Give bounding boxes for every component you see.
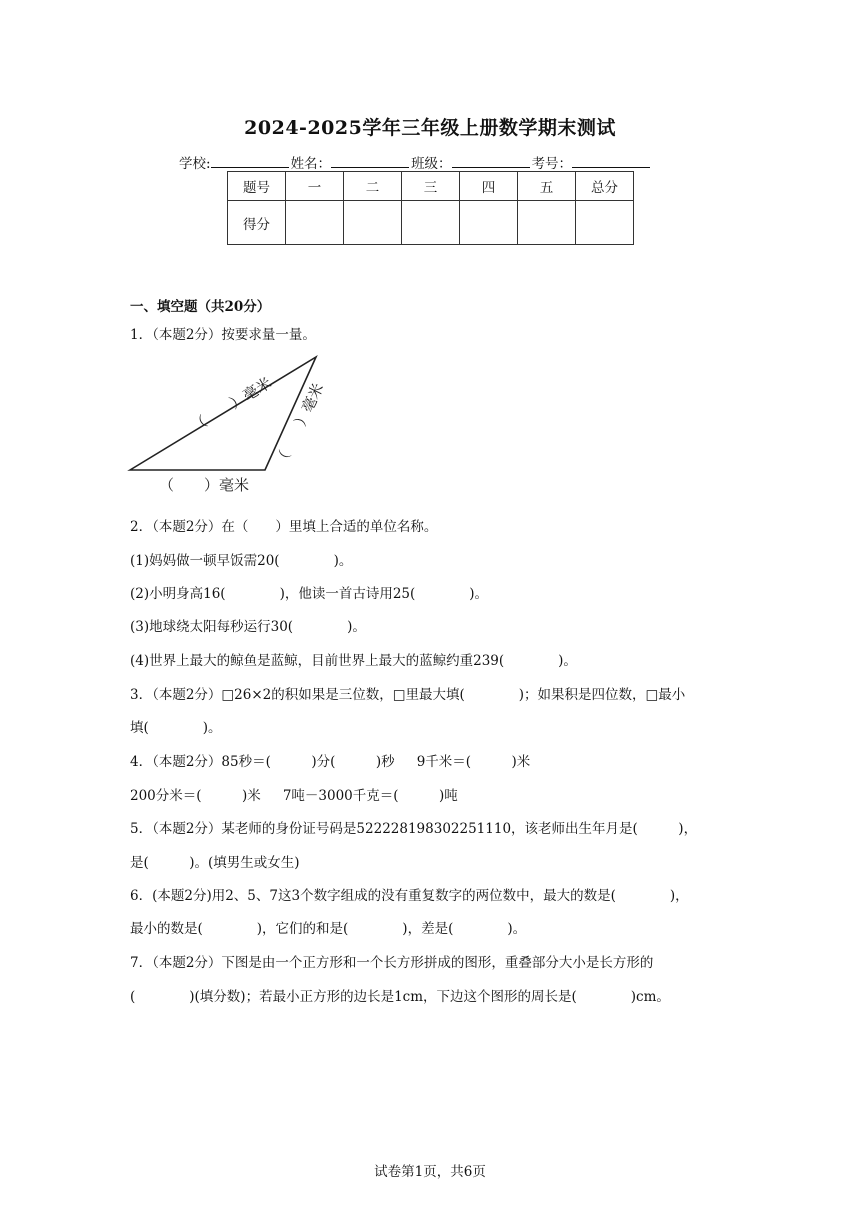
- score-cell-5[interactable]: [518, 201, 576, 245]
- score-cell-4[interactable]: [460, 201, 518, 245]
- question-2-part-4: (4)世界上最大的鲸鱼是蓝鲸，目前世界上最大的蓝鲸约重239( )。: [130, 653, 577, 669]
- question-2-part-2: (2)小明身高16( )，他读一首古诗用25( )。: [130, 586, 489, 602]
- question-4-part-b: 9千米＝( )米: [416, 754, 531, 770]
- question-6-line-1: 6．(本题2分)用2、5、7这3个数字组成的没有重复数字的两位数中，最大的数是( )，: [130, 888, 689, 904]
- score-table-header-row: [228, 172, 634, 201]
- question-4-line-1: [130, 750, 530, 770]
- question-7-line-2: ( )(填分数)；若最小正方形的边长是1cm，下边这个图形的周长是( )cm。: [130, 989, 670, 1005]
- header-cell-total: 总分: [576, 172, 634, 201]
- question-2-stem: 2．（本题2分）在（ ）里填上合适的单位名称。: [130, 519, 438, 535]
- class-label: 班级：: [411, 156, 452, 172]
- question-5-line-1: 5．（本题2分）某老师的身份证号码是522228198302251110，该老师出生年月是( )，: [130, 821, 698, 837]
- question-4-part-d: 7吨－3000千克＝( )吨: [282, 788, 458, 804]
- student-info-line: [179, 152, 652, 172]
- score-cell-1[interactable]: [286, 201, 344, 245]
- school-label: 学校:: [179, 156, 211, 172]
- triangle-figure: [124, 352, 344, 502]
- header-cell-3: 三: [402, 172, 460, 201]
- header-cell-2: 二: [344, 172, 402, 201]
- score-cell-total[interactable]: [576, 201, 634, 245]
- bottom-side-label: （ ）毫米: [158, 476, 250, 494]
- question-3-line-1: 3．（本题2分）□26×2的积如果是三位数，□里最大填( )；如果积是四位数，□最小: [130, 687, 686, 703]
- question-1: 1．（本题2分）按要求量一量。: [130, 327, 316, 343]
- score-cell-2[interactable]: [344, 201, 402, 245]
- score-row-label: 得分: [228, 201, 286, 245]
- question-2-part-1: (1)妈妈做一顿早饭需20( )。: [130, 553, 353, 569]
- header-cell-1: 一: [286, 172, 344, 201]
- section-heading: 一、填空题（共20分）: [130, 299, 271, 315]
- score-table-score-row: [228, 201, 634, 245]
- left-side-label: （ ）毫米: [188, 373, 275, 436]
- class-field[interactable]: [452, 155, 530, 168]
- header-cell-4: 四: [460, 172, 518, 201]
- right-side-label: （ ）毫米: [271, 380, 328, 470]
- question-4-part-c: 200分米＝( )米: [130, 788, 261, 804]
- score-cell-3[interactable]: [402, 201, 460, 245]
- name-label: 姓名：: [290, 156, 332, 172]
- score-table: [227, 171, 634, 245]
- page-footer: 试卷第1页，共6页: [374, 1164, 486, 1180]
- header-cell-5: 五: [518, 172, 576, 201]
- header-cell-question: 题号: [228, 172, 286, 201]
- name-field[interactable]: [331, 155, 409, 168]
- question-4-part-a: 4．（本题2分）85秒＝( )分( )秒: [130, 754, 395, 770]
- question-3-line-2: 填( )。: [130, 720, 222, 736]
- question-5-line-2: 是( )。(填男生或女生): [130, 855, 300, 871]
- question-2-part-3: (3)地球绕太阳每秒运行30( )。: [130, 619, 366, 635]
- exam-no-field[interactable]: [572, 155, 650, 168]
- exam-no-label: 考号：: [531, 156, 573, 172]
- school-field[interactable]: [211, 155, 289, 168]
- question-4-line-2: [130, 784, 458, 804]
- question-6-line-2: 最小的数是( )，它们的和是( )，差是( )。: [130, 921, 527, 937]
- question-7-line-1: 7．（本题2分）下图是由一个正方形和一个长方形拼成的图形，重叠部分大小是长方形的: [130, 955, 654, 971]
- page-title: 2024-2025学年三年级上册数学期末测试: [244, 117, 616, 139]
